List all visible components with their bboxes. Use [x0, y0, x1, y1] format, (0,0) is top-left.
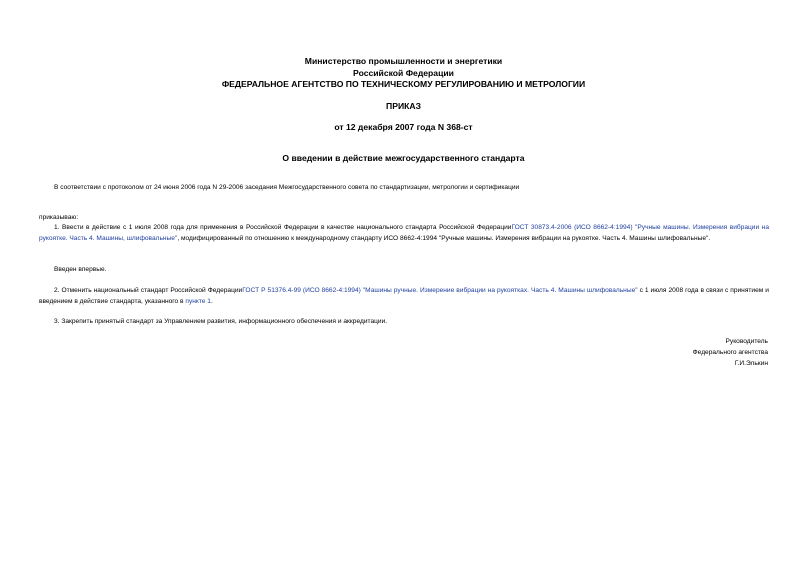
signature-name: Г.И.Элькин	[734, 360, 768, 367]
order-word: приказываю:	[39, 214, 79, 221]
preamble-text: В соответствии с протоколом от 24 июня 2006 года N 29-2006 заседания Межгосударственного совета по стандартизации, метрологии и сертификации	[54, 184, 520, 191]
ministry-line-1: Министерство промышленности и энергетики	[304, 56, 503, 66]
item-2-end: .	[210, 297, 213, 305]
item-2-prefix: 2. Отменить национальный стандарт Российской Федерации	[54, 287, 243, 294]
document-title: О введении в действие межгосударственного стандарта	[282, 153, 525, 163]
item-1-paragraph	[39, 223, 769, 244]
item-3-text: 3. Закрепить принятый стандарт за Управлением развития, информационного обеспечения и аккредитации.	[54, 318, 388, 325]
document-type: ПРИКАЗ	[386, 101, 421, 111]
agency-name: ФЕДЕРАЛЬНОЕ АГЕНТСТВО ПО ТЕХНИЧЕСКОМУ РЕГУЛИРОВАНИЮ И МЕТРОЛОГИИ	[221, 79, 586, 89]
item-2-paragraph	[39, 286, 769, 307]
document-date: от 12 декабря 2007 года N 368-ст	[334, 122, 473, 132]
item-1-reference-link[interactable]: пункте 1	[185, 297, 211, 305]
signature-title: Руководитель	[725, 338, 768, 345]
gost-r-51376-link[interactable]: ГОСТ Р 51376.4-99 (ИСО 8662-4:1994) "Машины ручные. Измерение вибрации на рукоятках. Часть 4. Машины шлифовальные"	[242, 287, 638, 294]
item-1-prefix: 1. Ввести в действие с 1 июля 2008 года для применения в Российской Федерации в качестве национального стандарта Российской Федерации	[54, 224, 512, 231]
signature-agency: Федерального агентства	[692, 349, 768, 356]
ministry-line-2: Российской Федерации	[353, 68, 454, 78]
item-1-suffix: , модифицированный по отношению к международному стандарту ИСО 8662-4:1994 "Ручные машины. Измерения вибрации на рукоятке. Часть 4. Машины шлифовальные".	[177, 234, 711, 242]
item-2-middle: с 1 июля 2008 года в связи с принятием и введением в действие стандарта, указанного в	[39, 287, 769, 305]
item-1-note: Введен впервые.	[54, 266, 107, 273]
gost-30873-link[interactable]: ГОСТ 30873.4-2006 (ИСО 8662-4:1994) "Ручные машины. Измерения вибрации на рукоятке. Часть 4. Машины, шлифовальные"	[39, 224, 769, 242]
